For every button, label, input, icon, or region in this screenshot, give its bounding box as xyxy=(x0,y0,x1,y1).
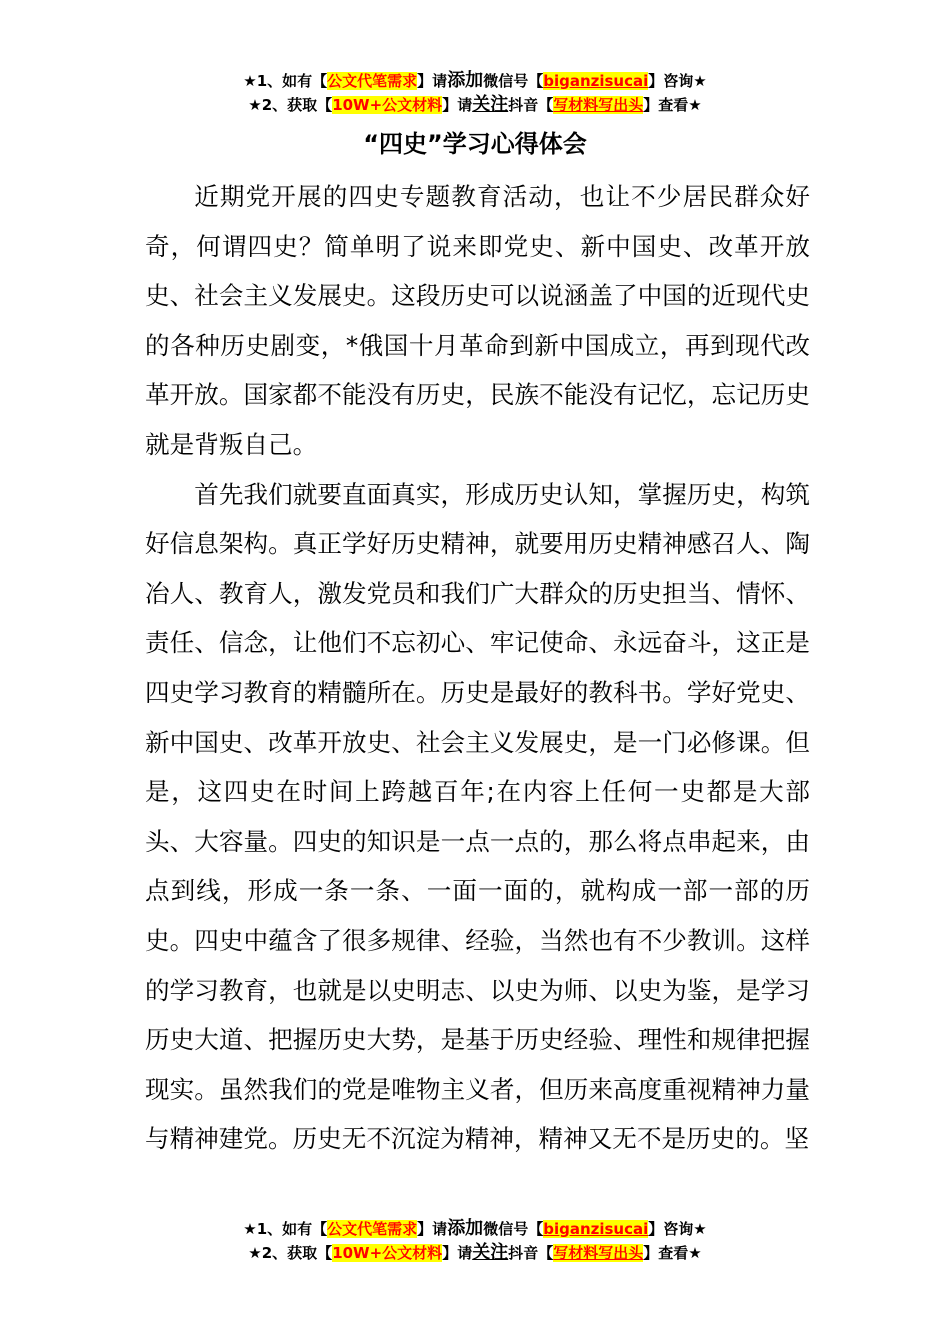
promo-text: 】请 xyxy=(417,72,448,90)
promo-line-1 xyxy=(0,70,950,94)
promo-highlight: 10W+公文材料 xyxy=(332,1244,443,1262)
promo-text: 】咨询★ xyxy=(648,72,707,90)
promo-line-2 xyxy=(0,94,950,118)
promo-douyin-id: 写材料写出头 xyxy=(553,1244,644,1262)
document-body xyxy=(145,172,810,1164)
promo-text: 】咨询★ xyxy=(648,1220,707,1238)
promo-highlight: 公文代笔需求 xyxy=(327,72,418,90)
promo-highlight: 公文代笔需求 xyxy=(327,1220,418,1238)
promo-text: 】请 xyxy=(442,96,473,114)
promo-text: 】请 xyxy=(442,1244,473,1262)
promo-line-1 xyxy=(0,1218,950,1242)
promo-text: ★2、获取【 xyxy=(248,1244,333,1262)
promo-line-2 xyxy=(0,1242,950,1266)
promo-text: ★1、如有【 xyxy=(243,1220,328,1238)
document-title: “四史”学习心得体会 xyxy=(363,130,587,158)
promo-emphasis: 关注 xyxy=(472,94,509,115)
promo-text: 】请 xyxy=(417,1220,448,1238)
footer-promo xyxy=(0,1218,950,1266)
promo-text: 抖音【 xyxy=(508,1244,554,1262)
promo-wechat-id: biganzisucai xyxy=(543,1220,649,1238)
promo-text: ★2、获取【 xyxy=(248,96,333,114)
paragraph: 近期党开展的四史专题教育活动，也让不少居民群众好奇，何谓四史？简单明了说来即党史、新中国史、改革开放史、社会主义发展史。这段历史可以说涵盖了中国的近现代史的各种历史剧变，*俄国十月革命到新中国成立，再到现代改革开放。国家都不能没有历史，民族不能没有记忆，忘记历史就是背叛自己。 xyxy=(145,182,810,459)
paragraph: 首先我们就要直面真实，形成历史认知，掌握历史，构筑好信息架构。真正学好历史精神，就要用历史精神感召人、陶冶人、教育人，激发党员和我们广大群众的历史担当、情怀、责任、信念，让他们不忘初心、牢记使命、永远奋斗，这正是四史学习教育的精髓所在。历史是最好的教科书。学好党史、新中国史、改革开放史、社会主义发展史，是一门必修课。但是，这四史在时间上跨越百年;在内容上任何一史都是大部头、大容量。四史的知识是一点一点的，那么将点串起来，由点到线，形成一条一条、一面一面的，就构成一部一部的历史。四史中蕴含了很多规律、经验，当然也有不少教训。这样的学习教育，也就是以史明志、以史为师、以史为鉴，是学习历史大道、把握历史大势，是基于历史经验、理性和规律把握现实。虽然我们的党是唯物主义者，但历来高度重视精神力量与精神建党。历史无不沉淀为精神，精神又无不是历史的。坚 xyxy=(145,479,810,1154)
promo-emphasis: 添加 xyxy=(447,1218,484,1239)
header-promo xyxy=(0,70,950,118)
promo-emphasis: 关注 xyxy=(472,1242,509,1263)
promo-emphasis: 添加 xyxy=(447,70,484,91)
promo-text: 】查看★ xyxy=(643,96,702,114)
promo-text: 】查看★ xyxy=(643,1244,702,1262)
promo-text: 微信号【 xyxy=(483,1220,544,1238)
promo-text: 抖音【 xyxy=(508,96,554,114)
promo-text: ★1、如有【 xyxy=(243,72,328,90)
promo-wechat-id: biganzisucai xyxy=(543,72,649,90)
promo-highlight: 10W+公文材料 xyxy=(332,96,443,114)
promo-text: 微信号【 xyxy=(483,72,544,90)
promo-douyin-id: 写材料写出头 xyxy=(553,96,644,114)
